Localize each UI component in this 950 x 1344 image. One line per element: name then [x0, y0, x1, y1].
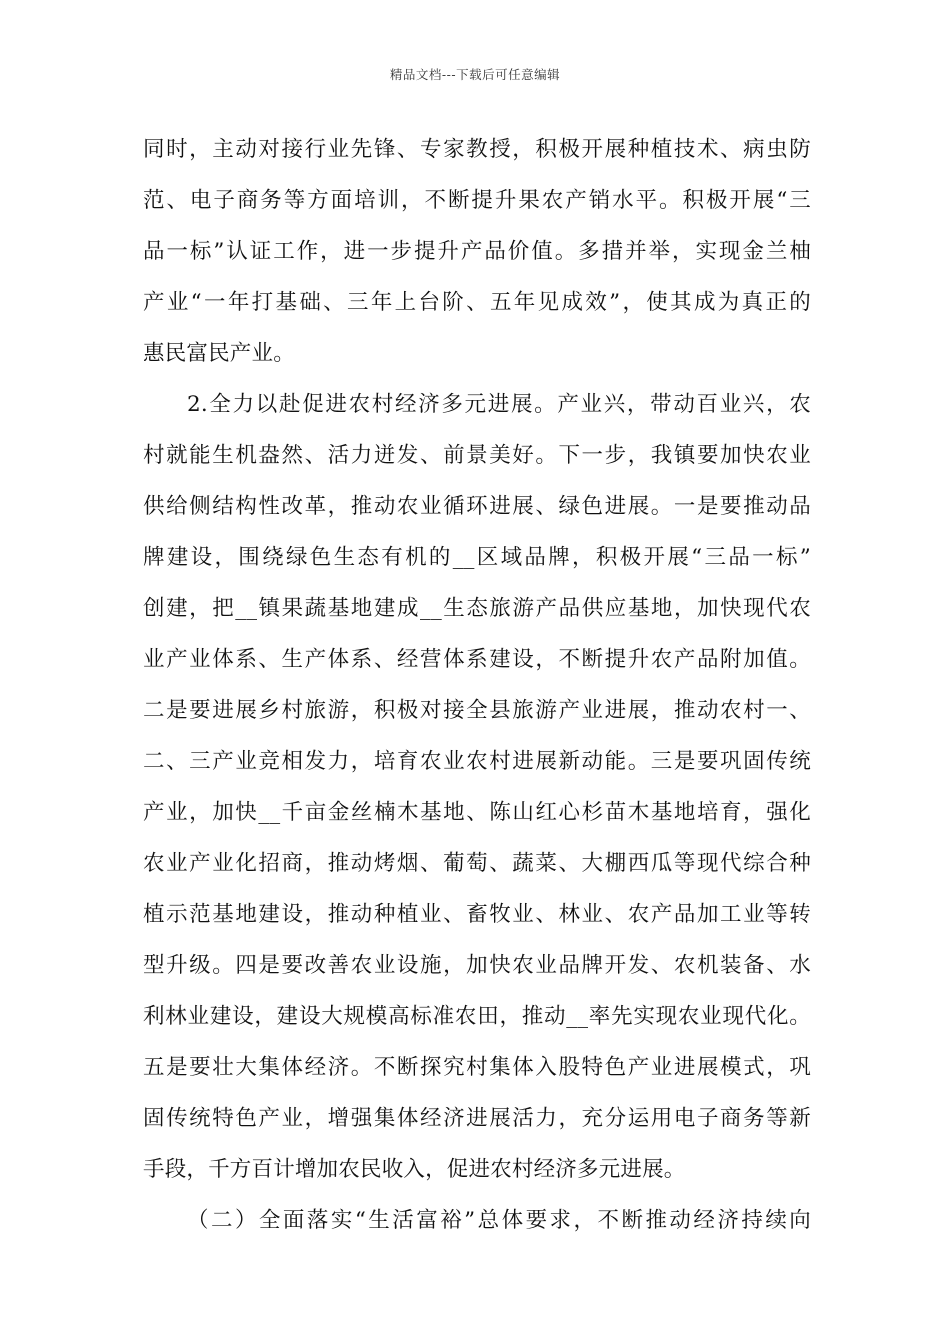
text-line: 供给侧结构性改革，推动农业循环进展、绿色进展。一是要推动品	[143, 494, 811, 519]
text-line: 产业，加快__千亩金丝楠木基地、陈山红心杉苗木基地培育，强化	[143, 800, 811, 825]
text-line: 产业“一年打基础、三年上台阶、五年见成效”，使其成为真正的	[143, 290, 811, 315]
text-line: 村就能生机盎然、活力迸发、前景美好。下一步，我镇要加快农业	[143, 443, 811, 468]
text-line: 二是要进展乡村旅游，积极对接全县旅游产业进展，推动农村一、	[143, 698, 811, 723]
text-line: 惠民富民产业。	[143, 341, 295, 366]
text-line: 固传统特色产业，增强集体经济进展活力，充分运用电子商务等新	[143, 1106, 811, 1131]
text-line: 牌建设，围绕绿色生态有机的__区域品牌，积极开展“三品一标”	[143, 545, 811, 570]
page-header: 精品文档---下载后可任意编辑	[389, 67, 561, 82]
text-line: 创建，把__镇果蔬基地建成__生态旅游产品供应基地，加快现代农	[143, 596, 811, 621]
text-line: 业产业体系、生产体系、经营体系建设，不断提升农产品附加值。	[143, 647, 811, 672]
section-heading: （二）全面落实“生活富裕”总体要求，不断推动经济持续向	[187, 1208, 811, 1233]
paragraph-heading-2: 2.全力以赴促进农村经济多元进展。产业兴，带动百业兴，农	[187, 392, 811, 417]
text-line: 范、电子商务等方面培训，不断提升果农产销水平。积极开展“三	[143, 188, 811, 213]
text-line: 利林业建设，建设大规模高标准农田，推动__率先实现农业现代化。	[143, 1004, 811, 1029]
text-line: 二、三产业竞相发力，培育农业农村进展新动能。三是要巩固传统	[143, 749, 811, 774]
text-line: 品一标”认证工作，进一步提升产品价值。多措并举，实现金兰柚	[143, 239, 811, 264]
text-line: 植示范基地建设，推动种植业、畜牧业、林业、农产品加工业等转	[143, 902, 811, 927]
body-text	[143, 124, 811, 1246]
text-line: 手段，千方百计增加农民收入，促进农村经济多元进展。	[143, 1157, 686, 1182]
text-line: 五是要壮大集体经济。不断探究村集体入股特色产业进展模式，巩	[143, 1055, 811, 1080]
text-line: 农业产业化招商，推动烤烟、葡萄、蔬菜、大棚西瓜等现代综合种	[143, 851, 811, 876]
text-line: 型升级。四是要改善农业设施，加快农业品牌开发、农机装备、水	[143, 953, 811, 978]
text-line: 同时，主动对接行业先锋、专家教授，积极开展种植技术、病虫防	[143, 137, 811, 162]
